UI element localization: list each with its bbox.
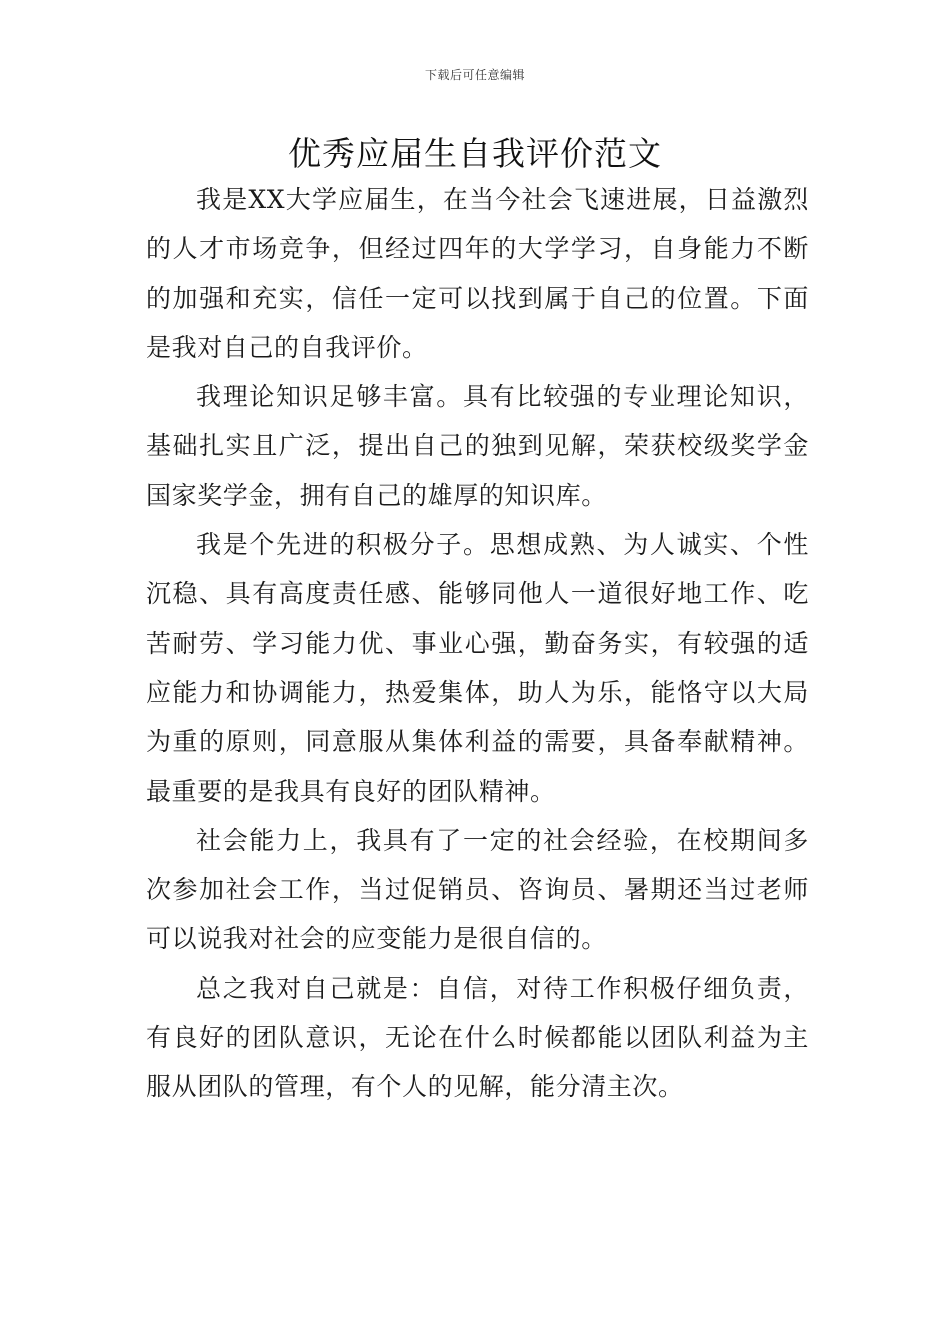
paragraph-summary: 总之我对自己就是：自信，对待工作积极仔细负责，有良好的团队意识，无论在什么时候都能以团队利益为主服从团队的管理，有个人的见解，能分清主次。	[146, 973, 809, 1102]
document-body	[146, 175, 809, 1112]
paragraph-theory-knowledge: 我理论知识足够丰富。具有比较强的专业理论知识，基础扎实且广泛，提出自己的独到见解，荣获校级奖学金国家奖学金，拥有自己的雄厚的知识库。	[146, 382, 809, 510]
paragraph-social-ability: 社会能力上，我具有了一定的社会经验，在校期间多次参加社会工作，当过促销员、咨询员、暑期还当过老师可以说我对社会的应变能力是很自信的。	[146, 825, 809, 954]
paragraph-character: 我是个先进的积极分子。思想成熟、为人诚实、个性沉稳、具有高度责任感、能够同他人一道很好地工作、吃苦耐劳、学习能力优、事业心强，勤奋务实，有较强的适应能力和协调能力，热爱集体，助人为乐，能恪守以大局为重的原则，同意服从集体利益的需要，具备奉献精神。最重要的是我具有良好的团队精神。	[146, 530, 809, 806]
page-title: 优秀应届生自我评价范文	[288, 134, 662, 173]
paragraph-intro: 我是XX大学应届生，在当今社会飞速进展，日益激烈的人才市场竞争，但经过四年的大学学习，自身能力不断的加强和充实，信任一定可以找到属于自己的位置。下面是我对自己的自我评价。	[146, 185, 809, 362]
header-note: 下载后可任意编辑	[424, 68, 525, 82]
